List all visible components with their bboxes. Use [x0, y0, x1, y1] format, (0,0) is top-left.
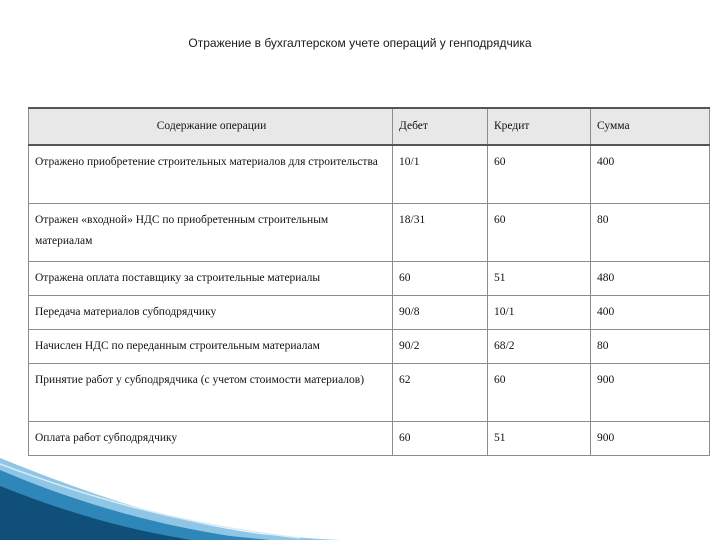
table-row: [29, 330, 710, 364]
page-title: Отражение в бухгалтерском учете операций у генподрядчика: [188, 36, 532, 50]
cell-amount: 400: [591, 145, 710, 204]
cell-debit: 18/31: [393, 204, 488, 262]
cell-description: Принятие работ у субподрядчика (с учетом стоимости материалов): [29, 364, 393, 422]
header-credit: Кредит: [488, 108, 591, 145]
cell-description: Начислен НДС по переданным строительным материалам: [29, 330, 393, 364]
cell-description: Оплата работ субподрядчику: [29, 422, 393, 456]
cell-description: Передача материалов субподрядчику: [29, 296, 393, 330]
table-row: [29, 204, 710, 262]
cell-credit: 60: [488, 145, 591, 204]
cell-description: Отражено приобретение строительных материалов для строительства: [29, 145, 393, 204]
header-debit: Дебет: [393, 108, 488, 145]
cell-debit: 90/2: [393, 330, 488, 364]
cell-debit: 60: [393, 422, 488, 456]
cell-debit: 60: [393, 262, 488, 296]
table-row: [29, 145, 710, 204]
cell-credit: 10/1: [488, 296, 591, 330]
cell-amount: 80: [591, 204, 710, 262]
cell-amount: 400: [591, 296, 710, 330]
cell-description: Отражен «входной» НДС по приобретенным строительным материалам: [29, 204, 393, 262]
cell-credit: 51: [488, 422, 591, 456]
table-row: [29, 296, 710, 330]
cell-debit: 62: [393, 364, 488, 422]
cell-description: Отражена оплата поставщику за строительные материалы: [29, 262, 393, 296]
cell-credit: 60: [488, 204, 591, 262]
cell-credit: 68/2: [488, 330, 591, 364]
decorative-wave: [0, 450, 720, 540]
table-row: [29, 364, 710, 422]
header-amount: Сумма: [591, 108, 710, 145]
cell-amount: 480: [591, 262, 710, 296]
operations-table: [28, 107, 710, 456]
table-row: [29, 262, 710, 296]
header-description: Содержание операции: [29, 108, 393, 145]
table-header-row: [29, 108, 710, 145]
cell-amount: 900: [591, 364, 710, 422]
cell-amount: 900: [591, 422, 710, 456]
cell-debit: 90/8: [393, 296, 488, 330]
cell-amount: 80: [591, 330, 710, 364]
cell-credit: 60: [488, 364, 591, 422]
cell-credit: 51: [488, 262, 591, 296]
cell-debit: 10/1: [393, 145, 488, 204]
